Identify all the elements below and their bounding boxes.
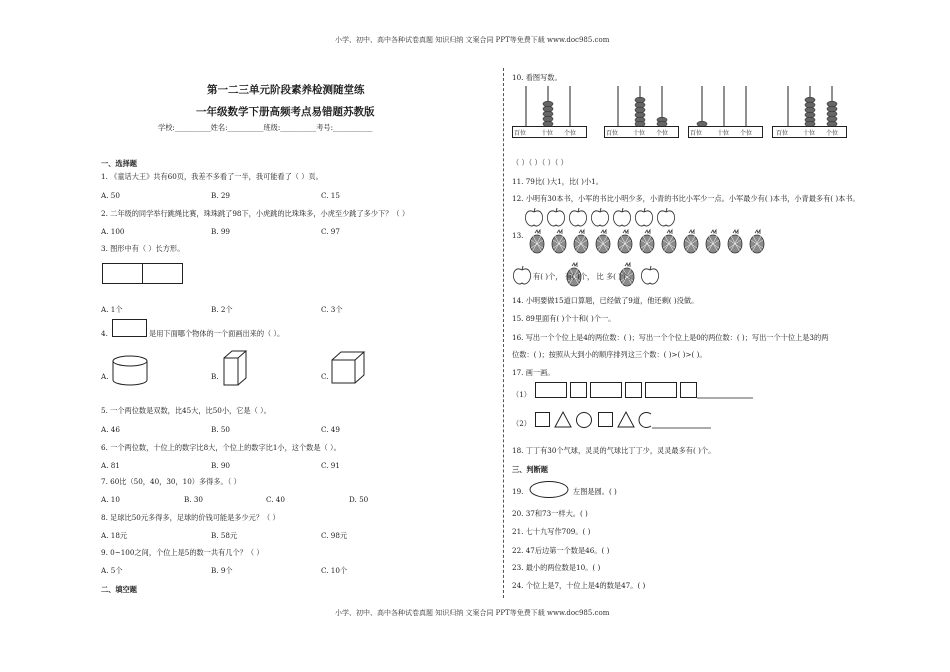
q2-text: 2. 二年级的同学举行跳绳比赛，珠珠跳了98下，小虎跳的比珠珠多，小虎至少跳了多少下？（ ） [101,209,410,218]
section-choice-title: 一、选择题 [101,159,137,168]
page-header: 小学、初中、高中各种试卷真题 知识归纳 文案合同 PPT等免费下载 www.doc985.com [335,36,610,44]
q11-text: 11. 79比( )大1，比( )小1。 [512,177,603,186]
q3-option-c: C. 3个 [321,305,343,314]
q17-part1-label: （1） [512,390,531,399]
pineapple-row [528,230,778,256]
column-divider [503,68,504,598]
cylinder-figure [111,355,149,387]
q8-text: 8. 足球比50元多得多，足球的价钱可能是多少元？（ ） [101,513,280,522]
q15-text: 15. 89里面有( )个十和( )个一。 [512,314,616,323]
q5-option-a: A. 46 [101,425,120,434]
doc-subtitle: 一年级数学下册高频考点易错题苏教版 [196,106,375,118]
q7-option-c: C. 40 [266,495,285,504]
q1-text: 1. 《童话大王》共有60页，我差不多看了一半，我可能看了（ ）页。 [101,172,323,181]
page-footer: 小学、初中、高中各种试卷真题 知识归纳 文案合同 PPT等免费下载 www.doc985.com [335,609,610,617]
q4-option-b: B. [211,372,219,381]
q19-text: 左图是圆。( ) [573,487,617,496]
q10-answer-blanks: （ ）（ ）（ ）（ ） [512,158,568,167]
section-fill-title: 二、填空题 [101,585,137,594]
q6-option-a: A. 81 [101,461,120,470]
ones-label: 个位 [656,130,669,137]
q9-text: 9. 0~100之间，个位上是5的数一共有几个？（ ） [101,548,264,557]
q7-option-a: A. 10 [101,495,120,504]
q4-number: 4. [101,329,108,338]
ellipse-figure [529,480,571,500]
tens-label: 十位 [633,130,646,137]
q16-line2: 位数：( )；按照从大到小的顺序排列这三个数：( )>( )>( )。 [512,350,707,359]
cube-figure [330,350,366,386]
ones-label: 个位 [826,130,839,137]
q13-blanks: 有( )个， 有( )个， 比 多( )个。 [533,272,636,281]
q20-text: 20. 37和73一样大。( ) [512,509,588,518]
q7-option-b: B. 30 [184,495,203,504]
q1-option-b: B. 29 [211,191,230,200]
q3-option-b: B. 2个 [211,305,233,314]
q4-option-c: C. [321,372,329,381]
q9-option-c: C. 10个 [321,566,348,575]
q4-option-a: A. [101,372,109,381]
q2-option-a: A. 100 [101,227,125,236]
q5-option-c: C. 49 [321,425,340,434]
q1-option-a: A. 50 [101,191,120,200]
q3-text: 3. 图形中有（ ）长方形。 [101,244,185,253]
q14-text: 14. 小明要做15道口算题，已经做了9道，他还剩( )没做。 [512,296,699,305]
q18-text: 18. 丁丁有30个气球，灵灵的气球比丁丁少，灵灵最多有( )个。 [512,446,716,455]
q1-option-c: C. 15 [321,191,340,200]
q2-option-b: B. 99 [211,227,230,236]
q3-rectangle-figure [102,263,184,285]
tens-label: 十位 [717,130,730,137]
q7-text: 7. 60比（50，40，30，10）多得多。（ ） [101,477,241,486]
q12-text: 12. 小明有30本书，小军的书比小明少多，小青的书比小军少一点。小军最少有( )本书，小青最多有( )本书。 [512,194,860,203]
q10-text: 10. 看图写数。 [512,73,562,82]
q23-text: 23. 最小的两位数是10。( ) [512,563,601,572]
q17-text: 17. 画一画。 [512,368,555,377]
q17-pattern-rectangles [535,381,755,401]
doc-title: 第一二三单元阶段素养检测随堂练 [207,84,365,96]
q19-number: 19. [512,487,524,496]
q6-text: 6. 一个两位数，十位上的数字比8大，个位上的数字比1小，这个数是（ ）。 [101,443,341,452]
q17-part2-label: （2） [512,419,531,428]
abacus-group [512,84,852,142]
q4-rectangle-figure [112,319,148,338]
q16-line1: 16. 写出一个个位上是4的两位数：( )；写出一个个位上是0的两位数：( )；写出一个十位上是3的两 [512,333,829,342]
q22-text: 22. 47后边第一个数是46。( ) [512,546,610,555]
hundreds-label: 百位 [776,130,789,137]
q4-text: 是用下面哪个物体的一个面画出来的（ ）。 [149,329,285,338]
q8-option-a: A. 18元 [101,531,128,540]
q5-option-b: B. 50 [211,425,230,434]
hundreds-label: 百位 [690,130,703,137]
hundreds-label: 百位 [514,130,527,137]
tens-label: 十位 [541,130,554,137]
cuboid-figure [222,349,250,387]
tens-label: 十位 [803,130,816,137]
q13-number: 13. [512,231,524,240]
q24-text: 24. 个位上是7，十位上是4的数是47。( ) [512,581,646,590]
q9-option-a: A. 5个 [101,566,123,575]
q3-option-a: A. 1个 [101,305,123,314]
section-judge-title: 三、判断题 [512,465,548,474]
q6-option-b: B. 90 [211,461,230,470]
apple-row [524,207,694,229]
q17-pattern-shapes [535,410,715,432]
ones-label: 个位 [740,130,753,137]
q2-option-c: C. 97 [321,227,340,236]
q8-option-c: C. 98元 [321,531,348,540]
q5-text: 5. 一个两位数是双数，比45大，比50小，它是（ ）。 [101,406,271,415]
q6-option-c: C. 91 [321,461,340,470]
q21-text: 21. 七十九写作709。( ) [512,527,591,536]
q9-option-b: B. 9个 [211,566,233,575]
q7-option-d: D. 50 [349,495,369,504]
ones-label: 个位 [564,130,577,137]
q8-option-b: B. 58元 [211,531,238,540]
hundreds-label: 百位 [606,130,619,137]
student-info-line: 学校:__________姓名:__________班级:__________考号:___________ [158,123,373,132]
